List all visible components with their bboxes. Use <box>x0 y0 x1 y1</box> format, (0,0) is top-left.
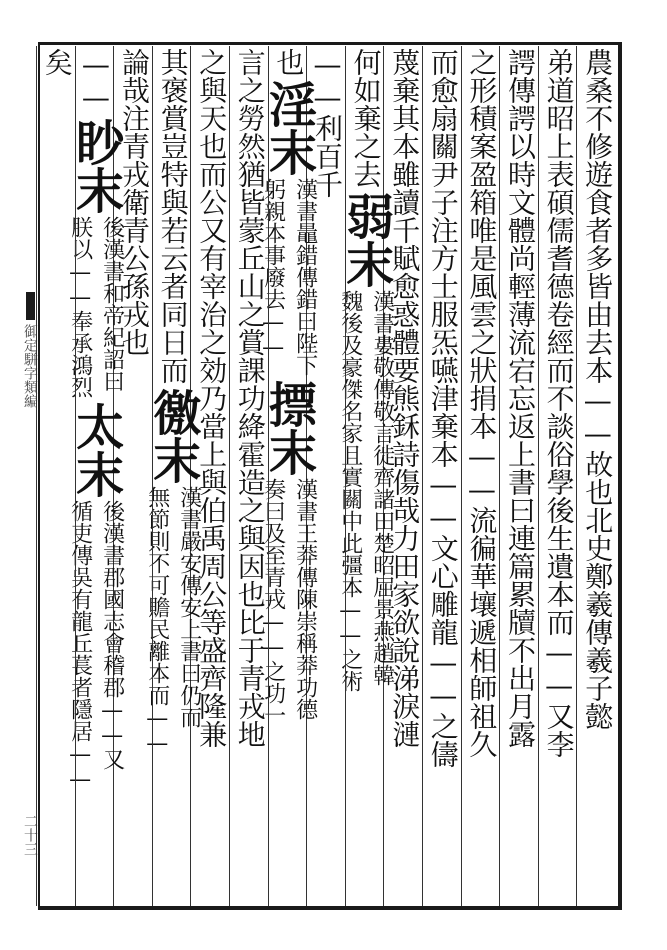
text-column <box>307 48 347 904</box>
column-text: 之形積案盈箱唯是風雲之狀捐本——流徧華壤遞相師祖久 <box>465 48 499 758</box>
column-text: 論哉注青戎衛青公孫戎也 <box>117 48 151 356</box>
annotation-line: 漢書嚴安傳安上書曰仍而 <box>176 486 202 728</box>
text-column <box>37 48 77 904</box>
column-text: 之與天也而公又有宰治之効乃當上與伯禹周公等盛齊隆兼 <box>195 48 229 748</box>
column-text: 何如棄之去 <box>349 48 383 188</box>
entry-headword: 摽末 <box>260 380 317 476</box>
annotation-line: 循吏傳吳有龍丘萇者隱居—— <box>67 500 93 792</box>
column-rule <box>36 46 37 906</box>
annotation-line: 魏後及豪傑名家且實關中此彊本——之術 <box>337 290 363 692</box>
annotation-line: 奏曰及至青戎——之功一 <box>260 478 286 726</box>
column-text: 也 <box>272 48 306 76</box>
entry-headword: 弱末 <box>337 192 394 288</box>
text-column <box>230 48 270 904</box>
column-text: 其褒賞豈特與若云者同日而 <box>156 48 190 384</box>
annotation-line: 漢書王莽傳陳崇稱莽功德 <box>292 478 318 720</box>
annotation-line: 漢書鼂錯傳錯曰陛下 <box>292 178 318 376</box>
text-column <box>67 48 125 904</box>
text-column <box>144 48 202 904</box>
column-text: 矣 <box>40 48 74 76</box>
entry-headword: 徼末 <box>144 388 201 484</box>
annotation-line: 後漢書郡國志會稽郡——又 <box>99 500 125 770</box>
annotation-line: 無節則不可贍民離本而—— <box>144 486 170 756</box>
gutter-page-number: 二十三 <box>22 814 38 856</box>
annotation-line: 漢書婁敬傳敬言徙齊諸田楚昭屈景燕趙韓 <box>369 290 395 686</box>
column-text: ——利百千 <box>310 48 344 198</box>
column-text: 言之勞然猶皆蒙丘山之賞課功絳霍造之與因也比于青戎地 <box>233 48 267 748</box>
entry-headword: 淫末 <box>260 80 317 176</box>
annotation-line: 躬親本事廢去—— <box>260 178 286 360</box>
gutter-book-title: 御定駢字類編 <box>22 324 38 408</box>
annotation-line: 朕以——奉承鴻烈 <box>67 216 93 398</box>
column-text: 蔑棄其本雖讀千賦愈惑體要熊鉌詩傷哉力田家欲說涕淚漣 <box>388 48 422 748</box>
column-text: 弟道昭上表碩儒耆德卷經而不談俗學後生遺本而——又李 <box>542 48 576 758</box>
text-column <box>337 48 395 904</box>
text-column <box>577 48 617 904</box>
column-text: —— <box>79 48 113 114</box>
entry-headword: 眇末 <box>67 118 124 214</box>
text-column <box>500 48 540 904</box>
column-text: 諤傳諤以時文體尚輕薄流宕忘返上書曰連篇累牘不出月露 <box>503 48 537 748</box>
text-column <box>423 48 463 904</box>
text-column <box>539 48 579 904</box>
entry-headword: 太末 <box>67 402 124 498</box>
annotation-line: 後漢書和帝紀詔曰 <box>99 216 125 392</box>
text-column <box>260 48 318 904</box>
text-column <box>462 48 502 904</box>
fish-tail-mark <box>26 292 35 320</box>
column-text: 而愈扇關尹子注方士服炁嚥津棄本——文心雕龍——之儔 <box>426 48 460 768</box>
column-text: 農桑不修遊食者多皆由去本——故也北史鄭羲傳羲子懿 <box>581 48 615 730</box>
